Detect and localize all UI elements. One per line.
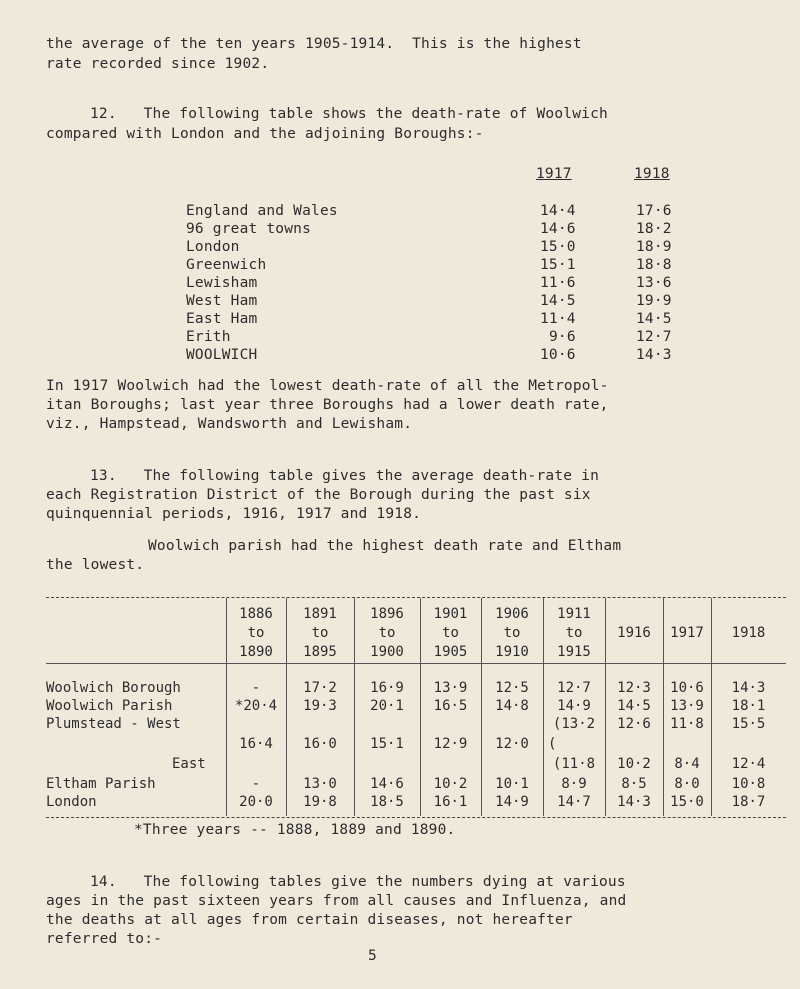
- row-name: 96 great towns: [186, 221, 312, 237]
- cell: 14·3: [617, 794, 651, 810]
- district-name: London: [46, 794, 97, 810]
- section-12-after-3: viz., Hampstead, Wandsworth and Lewisham.: [46, 416, 413, 432]
- row-1917: 14·4: [540, 203, 576, 219]
- section-13-line-5: the lowest.: [46, 557, 145, 573]
- row-1917: 9·6: [549, 329, 576, 345]
- cell: 14·9: [495, 794, 529, 810]
- cell: (: [548, 736, 557, 752]
- col-header-1918: 1918: [634, 166, 670, 182]
- section-13-line-3: quinquennial periods, 1916, 1917 and 1918.: [46, 506, 422, 522]
- cell: 8·9: [561, 776, 587, 792]
- header-top: 1891: [303, 606, 337, 622]
- cell: 16·1: [433, 794, 468, 810]
- section-13-line-4: Woolwich parish had the highest death rate and Eltham: [148, 538, 622, 554]
- cell: (13·2: [552, 716, 596, 732]
- cell: 14·3: [731, 680, 766, 696]
- row-name: England and Wales: [186, 203, 338, 219]
- district-name: Woolwich Parish: [46, 698, 173, 714]
- row-1918: 18·9: [636, 239, 672, 255]
- section-14-line-3: the deaths at all ages from certain diseases, not hereafter: [46, 912, 573, 928]
- header-mid: 1916: [617, 625, 651, 641]
- header-top: 1911: [557, 606, 591, 622]
- section-12-after-1: In 1917 Woolwich had the lowest death-rate of all the Metropol-: [46, 378, 609, 394]
- cell: 16·0: [303, 736, 337, 752]
- table-top-rule: [46, 597, 786, 598]
- cell: 8·5: [621, 776, 647, 792]
- section-12-line-1: 12. The following table shows the death-rate of Woolwich: [90, 106, 608, 122]
- section-13-line-1: 13. The following table gives the average death-rate in: [90, 468, 599, 484]
- cell: 12·5: [495, 680, 529, 696]
- cell: -: [251, 680, 261, 696]
- header-bot: 1900: [370, 644, 404, 660]
- cell: 19·3: [303, 698, 337, 714]
- cell: 15·0: [670, 794, 704, 810]
- cell: 17·2: [303, 680, 337, 696]
- row-name: Lewisham: [186, 275, 258, 291]
- row-1917: 14·6: [540, 221, 576, 237]
- cell: 14·9: [557, 698, 591, 714]
- header-mid: to: [311, 625, 329, 641]
- cell: 19·8: [303, 794, 337, 810]
- header-top: 1886: [239, 606, 273, 622]
- cell: 10·6: [670, 680, 704, 696]
- section-14-line-2: ages in the past sixteen years from all causes and Influenza, and: [46, 893, 627, 909]
- header-top: 1896: [370, 606, 404, 622]
- row-name: WOOLWICH: [186, 347, 258, 363]
- cell: 16·5: [433, 698, 468, 714]
- cell: 14·5: [617, 698, 651, 714]
- row-1917: 14·5: [540, 293, 576, 309]
- header-bot: 1895: [303, 644, 337, 660]
- table-footnote: *Three years -- 1888, 1889 and 1890.: [134, 822, 456, 838]
- cell: 18·7: [731, 794, 766, 810]
- row-name: London: [186, 239, 240, 255]
- cell: 10·8: [731, 776, 766, 792]
- cell: 8·0: [674, 776, 700, 792]
- cell: 12·7: [557, 680, 591, 696]
- cell: 12·9: [433, 736, 468, 752]
- cell: *20·4: [234, 698, 278, 714]
- section-14-line-4: referred to:-: [46, 931, 163, 947]
- row-1917: 11·4: [540, 311, 576, 327]
- row-1918: 19·9: [636, 293, 672, 309]
- header-mid: to: [503, 625, 521, 641]
- header-mid: to: [442, 625, 459, 641]
- cell: 13·9: [433, 680, 468, 696]
- row-name: East Ham: [186, 311, 258, 327]
- header-mid: to: [565, 625, 583, 641]
- row-1917: 15·1: [540, 257, 576, 273]
- cell: 18·5: [370, 794, 404, 810]
- row-1918: 17·6: [636, 203, 672, 219]
- header-bot: 1915: [557, 644, 591, 660]
- row-1917: 11·6: [540, 275, 576, 291]
- cell: (11·8: [552, 756, 596, 772]
- cell: 15·5: [731, 716, 766, 732]
- intro-line-1: the average of the ten years 1905-1914. This is the highest: [46, 36, 582, 52]
- row-1917: 10·6: [540, 347, 576, 363]
- table-header-rule: [46, 663, 786, 664]
- section-14-line-1: 14. The following tables give the numbers dying at various: [90, 874, 626, 890]
- cell: 14·8: [495, 698, 529, 714]
- row-1918: 12·7: [636, 329, 672, 345]
- header-bot: 1905: [433, 644, 468, 660]
- section-13-line-2: each Registration District of the Borough during the past six: [46, 487, 591, 503]
- cell: 15·1: [370, 736, 404, 752]
- row-name: West Ham: [186, 293, 258, 309]
- section-12-after-2: itan Boroughs; last year three Boroughs had a lower death rate,: [46, 397, 609, 413]
- district-name: East: [172, 756, 206, 772]
- cell: 12·0: [495, 736, 529, 752]
- header-mid: to: [247, 625, 265, 641]
- row-1918: 14·5: [636, 311, 672, 327]
- cell: 10·1: [495, 776, 529, 792]
- district-name: Woolwich Borough: [46, 680, 181, 696]
- cell: 18·1: [731, 698, 766, 714]
- cell: 13·0: [303, 776, 337, 792]
- cell: 20·1: [370, 698, 404, 714]
- cell: 12·4: [731, 756, 766, 772]
- row-name: Greenwich: [186, 257, 267, 273]
- cell: -: [251, 776, 261, 792]
- cell: 10·2: [433, 776, 468, 792]
- header-mid: 1917: [670, 625, 704, 641]
- row-1918: 14·3: [636, 347, 672, 363]
- header-bot: 1890: [239, 644, 273, 660]
- section-12-line-2: compared with London and the adjoining Boroughs:-: [46, 126, 484, 142]
- intro-line-2: rate recorded since 1902.: [46, 56, 270, 72]
- page-number: 5: [368, 948, 377, 964]
- header-top: 1906: [495, 606, 529, 622]
- header-mid: 1918: [731, 625, 766, 641]
- cell: 12·6: [617, 716, 651, 732]
- cell: 8·4: [674, 756, 700, 772]
- header-mid: to: [378, 625, 396, 641]
- district-name: Plumstead - West: [46, 716, 181, 732]
- cell: 12·3: [617, 680, 651, 696]
- cell: 16·9: [370, 680, 404, 696]
- cell: 20·0: [239, 794, 273, 810]
- table-bottom-rule: [46, 817, 786, 818]
- cell: 14·6: [370, 776, 404, 792]
- cell: 16·4: [239, 736, 273, 752]
- cell: 11·8: [670, 716, 704, 732]
- row-1918: 18·8: [636, 257, 672, 273]
- district-name: Eltham Parish: [46, 776, 156, 792]
- cell: 10·2: [617, 756, 651, 772]
- row-1918: 13·6: [636, 275, 672, 291]
- row-1918: 18·2: [636, 221, 672, 237]
- row-1917: 15·0: [540, 239, 576, 255]
- header-top: 1901: [433, 606, 468, 622]
- cell: 14·7: [557, 794, 591, 810]
- col-header-1917: 1917: [536, 166, 572, 182]
- row-name: Erith: [186, 329, 231, 345]
- header-bot: 1910: [495, 644, 529, 660]
- cell: 13·9: [670, 698, 704, 714]
